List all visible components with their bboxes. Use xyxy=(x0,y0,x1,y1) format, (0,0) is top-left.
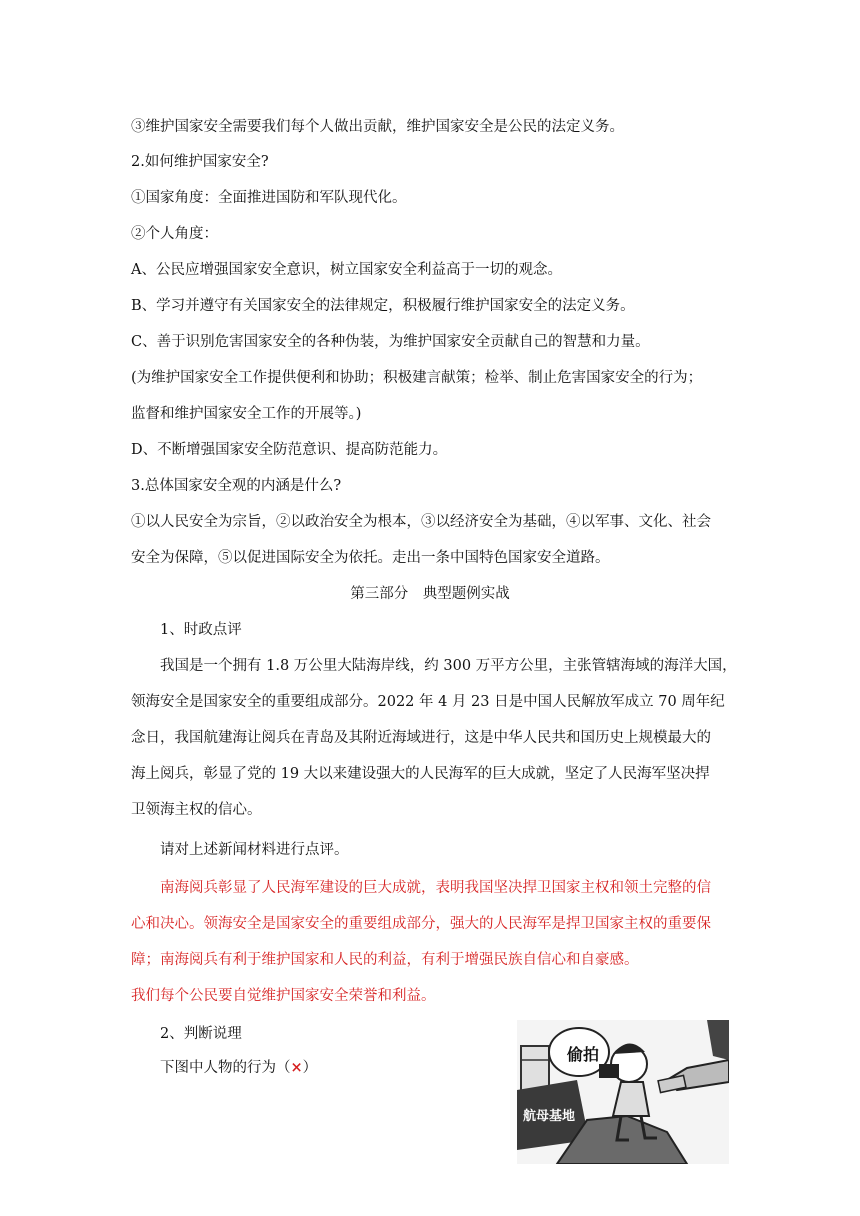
paragraph-line: 领海安全是国家安全的重要组成部分。2022 年 4 月 23 日是中国人民解放军成立 70 周年纪 xyxy=(131,694,725,710)
speech-cloud-label: 偷拍 xyxy=(567,1045,600,1064)
paragraph-line: 海上阅兵，彰显了党的 19 大以来建设强大的人民海军的巨大成就，坚定了人民海军坚决捍 xyxy=(131,766,710,782)
section-heading: 1、时政点评 xyxy=(160,622,242,638)
question-heading: 3.总体国家安全观的内涵是什么? xyxy=(131,478,342,494)
answer-line: 障；南海阅兵有利于维护国家和人民的利益，有利于增强民族自信心和自豪感。 xyxy=(131,952,639,968)
prompt-line: 请对上述新闻材料进行点评。 xyxy=(160,842,349,858)
paragraph-line: 我国是一个拥有 1.8 万公里大陆海岸线，约 300 万平方公里，主张管辖海域的海洋大国， xyxy=(160,658,737,674)
question-line xyxy=(160,1058,317,1078)
cartoon-image xyxy=(517,1020,729,1164)
text-line: 安全为保障，⑤以促进国际安全为依托。走出一条中国特色国家安全道路。 xyxy=(131,550,610,566)
text-line: 监督和维护国家安全工作的开展等。) xyxy=(131,406,362,422)
section-heading: 2、判断说理 xyxy=(160,1026,242,1042)
answer-line: 心和决心。领海安全是国家安全的重要组成部分，强大的人民海军是捍卫国家主权的重要保 xyxy=(131,916,711,932)
question-heading: 2.如何维护国家安全? xyxy=(131,154,269,170)
text-line: ①国家角度：全面推进国防和军队现代化。 xyxy=(131,190,407,206)
section-title: 第三部分 典型题例实战 xyxy=(350,586,510,602)
text-line: D、不断增强国家安全防范意识、提高防范能力。 xyxy=(131,442,448,458)
text-line: ③维护国家安全需要我们每个人做出贡献，维护国家安全是公民的法定义务。 xyxy=(131,119,624,135)
paragraph-line: 念日，我国航建海让阅兵在青岛及其附近海域进行，这是中华人民共和国历史上规模最大的 xyxy=(131,730,711,746)
text-line: ①以人民安全为宗旨，②以政治安全为根本，③以经济安全为基础，④以军事、文化、社会 xyxy=(131,514,711,530)
question-prefix: 下图中人物的行为（ xyxy=(160,1060,291,1076)
question-suffix: ） xyxy=(302,1060,318,1076)
answer-cross-mark: × xyxy=(290,1059,303,1076)
paragraph-line: 卫领海主权的信心。 xyxy=(131,802,262,818)
text-line: ②个人角度： xyxy=(131,226,218,242)
answer-line: 我们每个公民要自觉维护国家安全荣誉和利益。 xyxy=(131,988,436,1004)
text-line: C、善于识别危害国家安全的各种伪装，为维护国家安全贡献自己的智慧和力量。 xyxy=(131,334,650,350)
text-line: A、公民应增强国家安全意识，树立国家安全利益高于一切的观念。 xyxy=(131,262,562,278)
answer-line: 南海阅兵彰显了人民海军建设的巨大成就，表明我国坚决捍卫国家主权和领土完整的信 xyxy=(160,880,711,896)
text-line: (为维护国家安全工作提供便利和协助；积极建言献策；检举、制止危害国家安全的行为； xyxy=(131,370,703,386)
base-sign-label: 航母基地 xyxy=(523,1109,576,1124)
text-line: B、学习并遵守有关国家安全的法律规定，积极履行维护国家安全的法定义务。 xyxy=(131,298,635,314)
camera-icon xyxy=(599,1064,619,1078)
